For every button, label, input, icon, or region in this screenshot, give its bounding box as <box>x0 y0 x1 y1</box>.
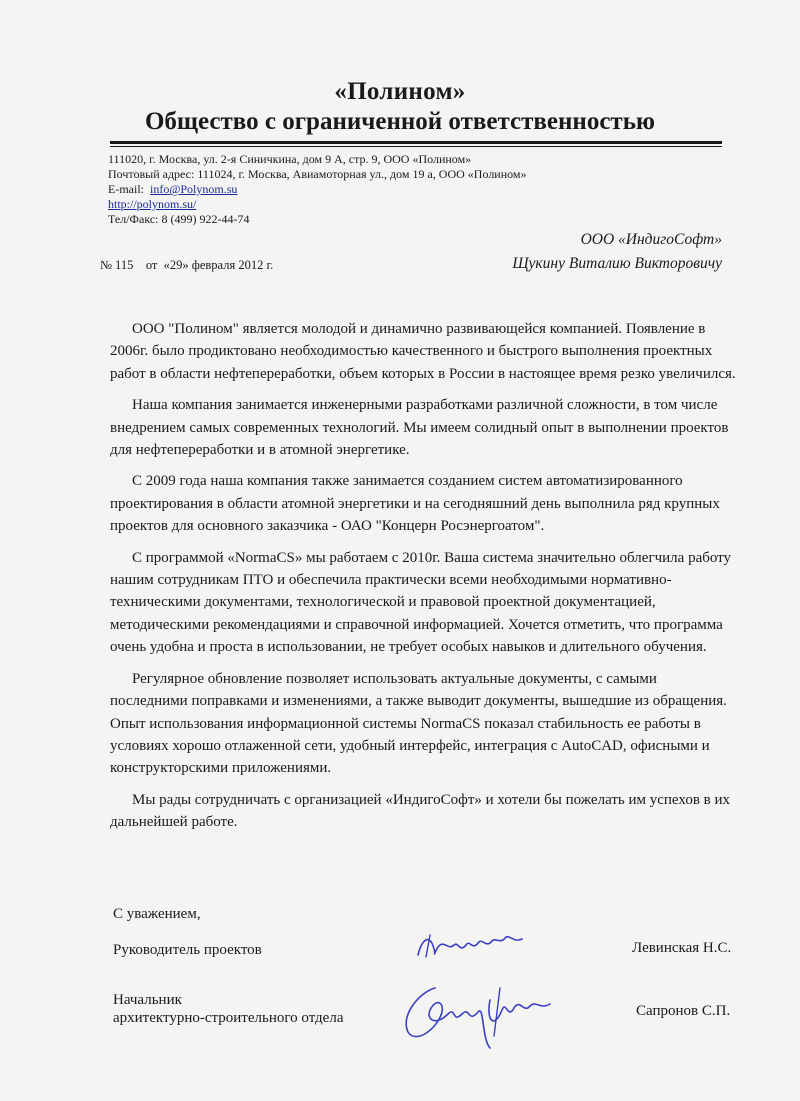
signer1-title: Руководитель проектов <box>113 942 262 958</box>
recipient-block <box>512 228 722 276</box>
company-type: Общество с ограниченной ответственностью <box>144 108 656 135</box>
recipient-company: ООО «ИндигоСофт» <box>580 231 722 248</box>
website-line <box>108 197 527 212</box>
email-line <box>108 182 527 197</box>
body-paragraph: ООО "Полином" является молодой и динамично развивающейся компанией. Появление в 2006г. было продиктовано необходимостью качественного и быстрого выполнения проектных работ в области нефтепереработки, объем которых в России в настоящее время резко увеличился. <box>110 321 736 382</box>
body-paragraph: Наша компания занимается инженерными разработками различной сложности, в том числе внедрением самых современных технологий. Мы имеем солидный опыт в выполнении проектов для нефтепереработки и в атомной энергетике. <box>110 397 729 459</box>
body-paragraph: Регулярное обновление позволяет использовать актуальные документы, с самыми последними поправками и изменениями, а также выводит документы, вышедшие из обращения. Опыт использования информационной системы NormaCS показал стабильность ее работы в условиях хорошо отлаженной сети, удобный интерфейс, интеграция с AutoCAD, офисными и конструкторскими приложениями. <box>110 670 727 777</box>
signature-1 <box>410 925 530 965</box>
email-label: E-mail: <box>108 182 144 196</box>
company-name: «Полином» <box>334 78 466 105</box>
letter-body <box>110 318 736 843</box>
signature-2 <box>390 970 565 1055</box>
signer2-title-line1: Начальник <box>113 992 182 1008</box>
header-rule-thin <box>110 146 722 147</box>
signer2-title-line2: архитектурно-строительного отдела <box>113 1010 344 1026</box>
body-paragraph: Мы рады сотрудничать с организацией «ИндигоСофт» и хотели бы пожелать им успехов в их дальнейшей работе. <box>110 791 731 831</box>
address-block <box>108 152 527 227</box>
recipient-person: Щукину Виталию Викторовичу <box>512 255 722 272</box>
document-reference: № 115 от «29» февраля 2012 г. <box>100 258 274 272</box>
header-rule-thick <box>110 141 722 144</box>
legal-address: 111020, г. Москва, ул. 2-я Синичкина, дом 9 А, стр. 9, ООО «Полином» <box>108 152 472 166</box>
signer1-name: Левинская Н.С. <box>632 940 732 956</box>
website-link[interactable]: http://polynom.su/ <box>108 197 197 211</box>
body-paragraph: С 2009 года наша компания также занимается созданием систем автоматизированного проектирования в области атомной энергетики и на сегодняшний день выполнила ряд крупных проектов для основного заказчика - ОАО "Концерн Росэнергоатом". <box>110 473 720 535</box>
closing-greeting: С уважением, <box>113 906 201 922</box>
email-link[interactable]: info@Polynom.su <box>150 182 238 196</box>
body-paragraph: С программой «NormaCS» мы работаем с 2010г. Ваша система значительно облегчила работу нашим сотрудникам ПТО и обеспечила практически всеми необходимыми нормативно-техническими документами, технологической и правовой проектной документацией, методическими рекомендациями и справочной информацией. Хочется отметить, что программа очень удобна и проста в использовании, не требует особых навыков и длительного обучения. <box>110 549 732 656</box>
postal-address: Почтовый адрес: 111024, г. Москва, Авиамоторная ул., дом 19 а, ООО «Полином» <box>108 167 527 181</box>
signer2-name: Сапронов С.П. <box>636 1003 731 1019</box>
phone-line: Тел/Факс: 8 (499) 922-44-74 <box>108 212 250 226</box>
